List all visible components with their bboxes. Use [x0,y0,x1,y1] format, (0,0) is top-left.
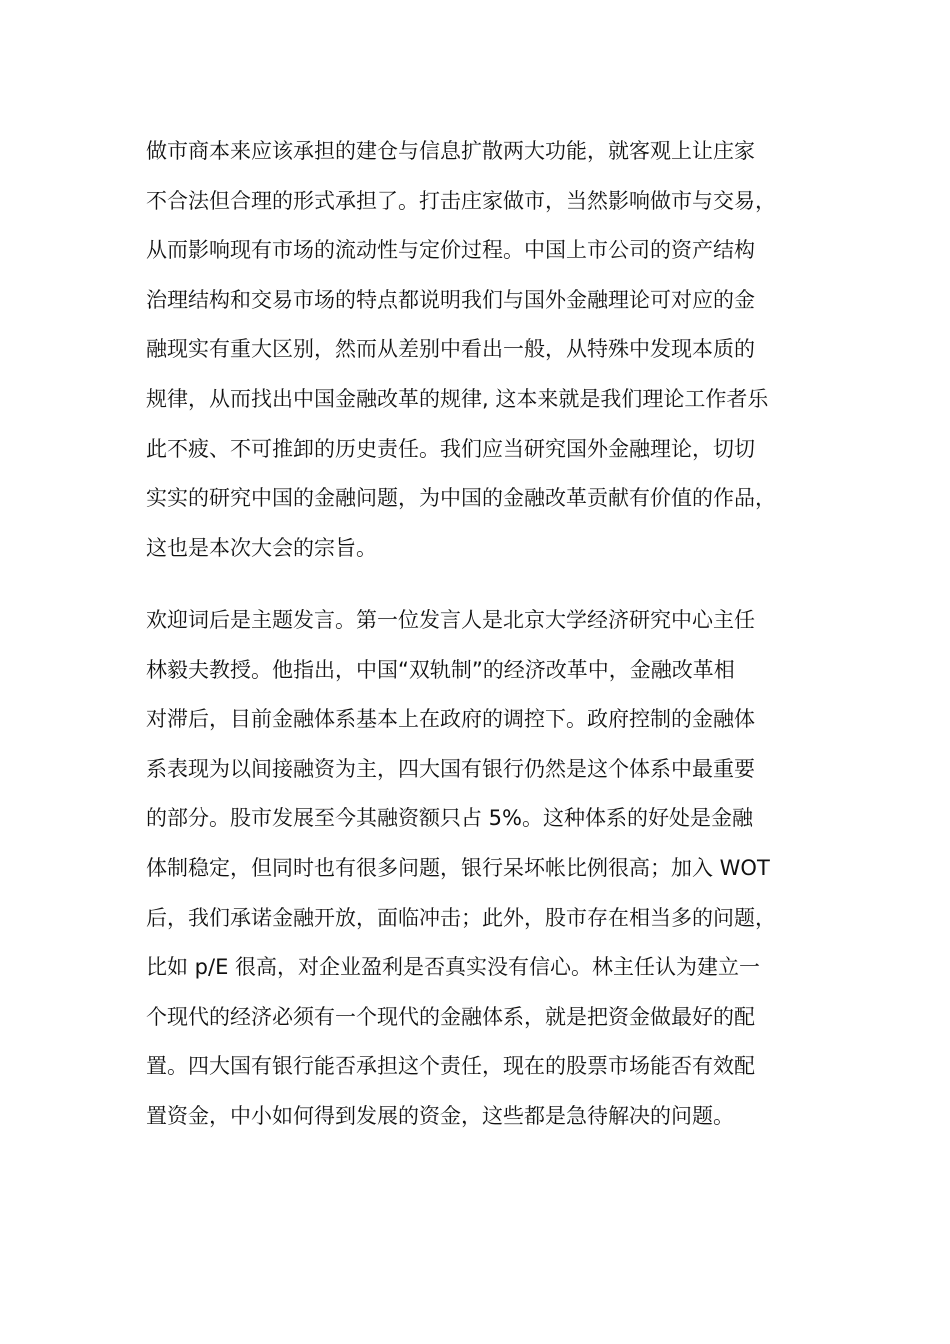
text-line: 置。四大国有银行能否承担这个责任，现在的股票市场能否有效配 [146,1054,755,1079]
text-line: 林毅夫教授。他指出，中国“双轨制”的经济改革中，金融改革相 [146,657,735,682]
text-line: 从而影响现有市场的流动性与定价过程。中国上市公司的资产结构 [146,238,755,263]
text-line: 融现实有重大区别，然而从差别中看出一般，从特殊中发现本质的 [146,337,755,362]
text-line: 比如 p/E 很高，对企业盈利是否真实没有信心。林主任认为建立一 [146,955,761,980]
text-line: 个现代的经济必须有一个现代的金融体系，就是把资金做最好的配 [146,1004,755,1029]
text-line: 置资金，中小如何得到发展的资金，这些都是急待解决的问题。 [146,1103,734,1128]
text-line: 后，我们承诺金融开放，面临冲击；此外，股市存在相当多的问题， [146,905,776,930]
text-line: 治理结构和交易市场的特点都说明我们与国外金融理论可对应的金 [146,287,755,312]
text-line: 系表现为以间接融资为主，四大国有银行仍然是这个体系中最重要 [146,756,755,781]
text-line: 欢迎词后是主题发言。第一位发言人是北京大学经济研究中心主任 [146,608,755,632]
text-line: 不合法但合理的形式承担了。打击庄家做市，当然影响做市与交易， [146,188,776,213]
paragraph-market-makers [146,127,816,573]
text-line: 体制稳定，但同时也有很多问题，银行呆坏帐比例很高；加入 WOT [146,855,770,880]
paragraph-keynote-speech [146,596,816,1142]
text-line: 这也是本次大会的宗旨。 [146,535,377,560]
text-line: 对滞后，目前金融体系基本上在政府的调控下。政府控制的金融体 [146,707,755,732]
text-line: 实实的研究中国的金融问题，为中国的金融改革贡献有价值的作品， [146,486,776,511]
text-line: 的部分。股市发展至今其融资额只占 5%。这种体系的好处是金融 [146,806,753,831]
text-line: 规律，从而找出中国金融改革的规律, 这本来就是我们理论工作者乐 [146,386,769,411]
text-line: 做市商本来应该承担的建仓与信息扩散两大功能，就客观上让庄家 [146,139,755,163]
text-line: 此不疲、不可推卸的历史责任。我们应当研究国外金融理论，切切 [146,436,755,461]
